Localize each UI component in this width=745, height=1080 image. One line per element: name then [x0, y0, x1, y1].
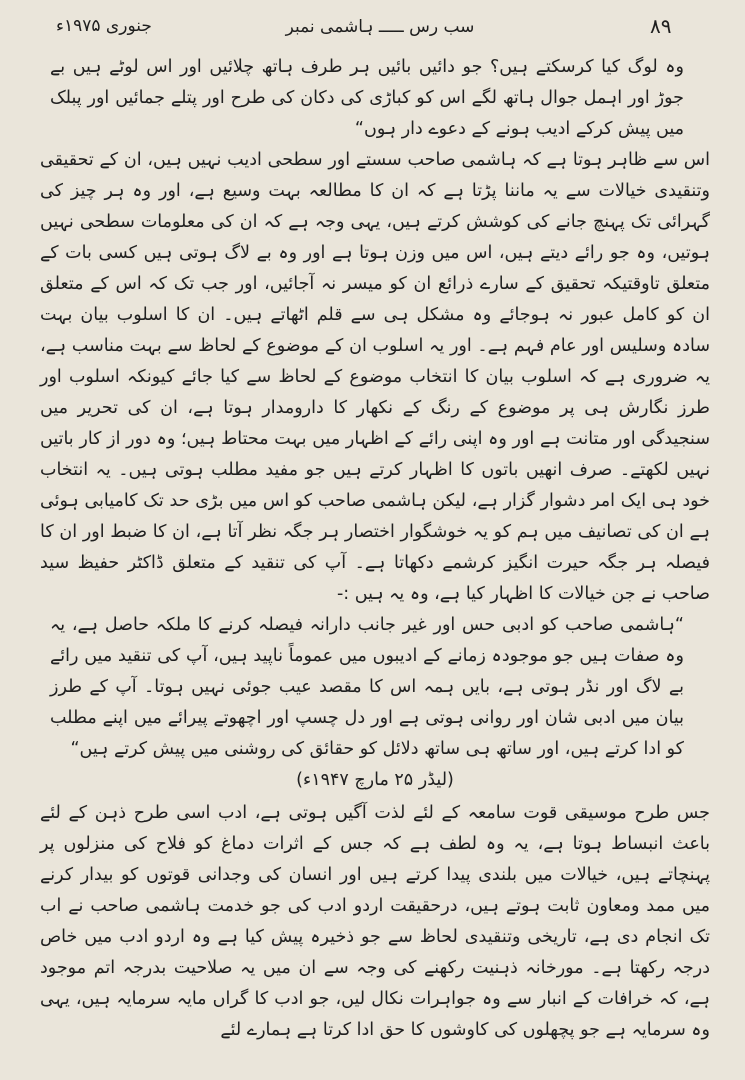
block-quote: “ہاشمی صاحب کو ادبی حس اور غیر جانب دارانہ فیصلہ کرنے کا ملکہ حاصل ہے، یہ وہ صفات ہیں جو موجودہ زمانے کے ادیبوں میں عموماً ناپید ہیں، آپ کی تنقید میں رائے بے لاگ اور نڈر ہوتی ہے، بایں ہمہ اس کا مقصد عیب جوئی نہیں ہوتا۔ آپ کے طرز بیان میں ادبی شان اور روانی ہوتی ہے اور دل چسپ اور اچھوتے پیرائے میں اپنے مطلب کو ادا کرتے ہیں، اور ساتھ ہی ساتھ دلائل کو حقائق کی روشنی میں پیش کرتے ہیں“ — [50, 615, 684, 759]
header-date: جنوری ۱۹۷۵ء — [56, 16, 152, 36]
body-paragraph: جس طرح موسیقی قوت سامعہ کے لئے لذت آگیں ہوتی ہے، ادب اسی طرح ذہن کے لئے باعث انبساط ہوتا ہے، یہ وہ لطف ہے کہ جس کے اثرات دماغ کو فلاح کی منزلوں پر پہنچاتے ہیں، خیالات میں بلندی پیدا کرتے ہیں اور انسان کی وجدانی قوتوں کو بیدار کرنے میں ممد ومعاون ثابت ہوتے ہیں، درحقیقت اردو ادب کی جو خدمت ہاشمی صاحب نے اب تک انجام دی ہے، تاریخی وتنقیدی لحاظ سے جو ذخیرہ پیش کیا ہے وہ اردو ادب میں خاص درجہ رکھتا ہے۔ مورخانہ ذہنیت رکھنے کی وجہ سے ان میں یہ صلاحیت بدرجہ اتم موجود ہے، کہ خرافات کے انبار سے وہ جواہرات نکال لیں، جو ادب کا گراں مایہ سرمایہ ہیں، یہی وہ سرمایہ ہے جو پچھلوں کی کاوشوں کا حق ادا کرتا ہے ہمارے لئے — [40, 803, 710, 1040]
page-body — [40, 52, 710, 1046]
page-number: ۸۹ — [650, 14, 672, 38]
running-header-title: سب رس ـــــ ہاشمی نمبر — [285, 17, 475, 37]
quote-citation: (لیڈر ۲۵ مارچ ۱۹۴۷ء) — [296, 770, 454, 790]
body-paragraph: اس سے ظاہر ہوتا ہے کہ ہاشمی صاحب سستے اور سطحی ادیب نہیں ہیں، ان کے تحقیقی وتنقیدی خیالات سے یہ ماننا پڑتا ہے کہ ان کا مطالعہ بہت وسیع ہے، اور وہ ہر چیز کی گہرائی تک پہنچ جانے کی کوشش کرتے ہیں، یہی وجہ ہے کہ ان کی معلومات سطحی نہیں ہوتیں، وہ جو رائے دیتے ہیں، اس میں وزن ہوتا ہے اور وہ بے لاگ ہوتی ہیں کسی بات کے متعلق تاوقتیکہ تحقیق کے سارے ذرائع ان کو میسر نہ آجائیں، اور جب تک کہ اس کے متعلق ان کو کامل عبور نہ ہوجائے وہ مشکل ہی سے قلم اٹھاتے ہیں۔ ان کا اسلوب بیان بہت سادہ وسلیس اور عام فہم ہے۔ اور یہ اسلوب ان کے موضوع کے لحاظ سے بہت مناسب ہے، یہ ضروری ہے کہ اسلوب بیان کا انتخاب موضوع کے لحاظ سے کیا جائے کیونکہ اسلوب اور طرز نگارش ہی پر موضوع کے رنگ کے نکھار کا دارومدار ہوتا ہے، ان کی تحریر میں سنجیدگی اور متانت ہے اور وہ اپنی رائے کے اظہار میں بہت محتاط ہیں؛ وہ دور از کار باتیں نہیں لکھتے۔ صرف انھیں باتوں کا اظہار کرتے ہیں جو مفید مطلب ہوتی ہیں۔ یہ انتخاب خود ہی ایک امر دشوار گزار ہے، لیکن ہاشمی صاحب کو اس میں بڑی حد تک کامیابی ہوئی ہے ان کی تصانیف میں ہم کو یہ خوشگوار اختصار ہر جگہ نظر آتا ہے، ان کا ضبط اور ان کا فیصلہ ہر جگہ حیرت انگیز کرشمے دکھاتا ہے۔ آپ کی تنقید کے متعلق ڈاکٹر حفیظ سید صاحب نے جن خیالات کا اظہار کیا ہے، وہ یہ ہیں :- — [40, 150, 710, 604]
block-quote: وہ لوگ کیا کرسکتے ہیں؟ جو دائیں بائیں ہر طرف ہاتھ چلائیں اور اس لوٹے ہیں بے جوڑ اور اہمل جوال ہاتھ لگے اس کو کباڑی کی دکان کی طرح اور پتلے جمائیں اور پبلک میں پیش کرکے ادیب ہونے کے دعوے دار ہوں“ — [50, 57, 684, 139]
